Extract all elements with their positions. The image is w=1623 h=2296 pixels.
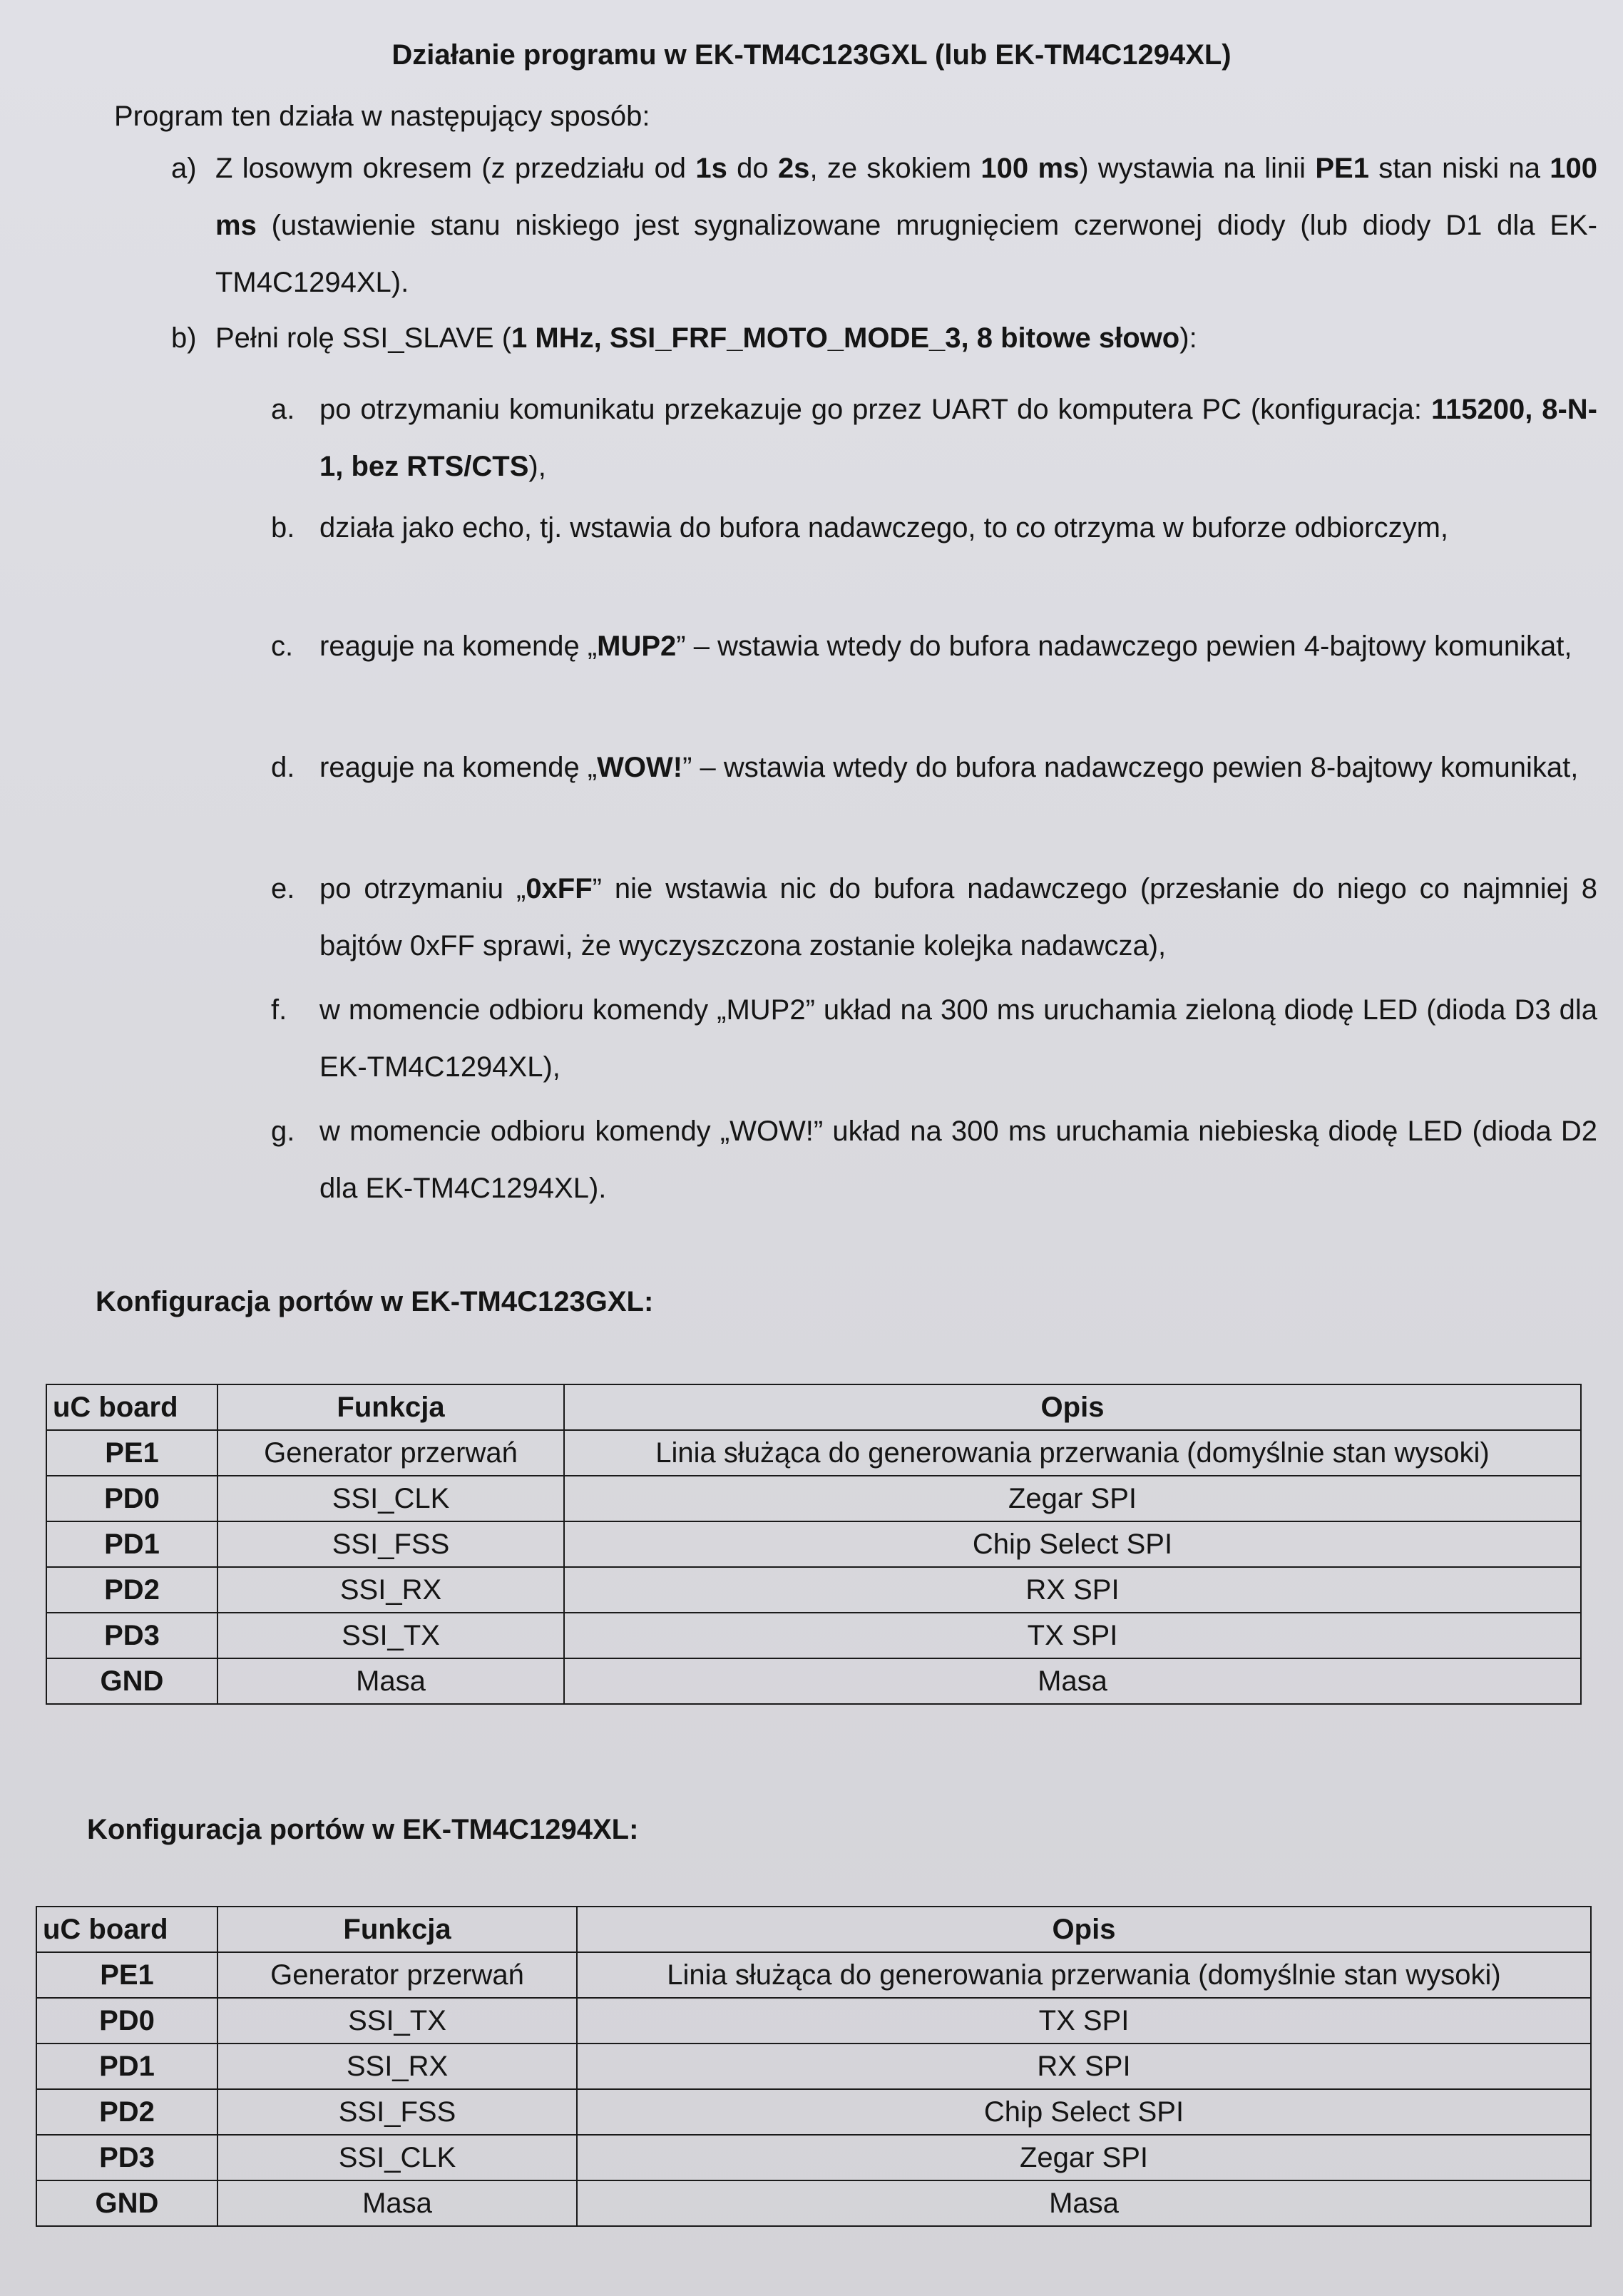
list-marker: a.: [271, 394, 295, 425]
pin-cell: PE1: [46, 1430, 217, 1476]
table-row: [46, 1658, 1581, 1704]
table-row: [36, 2044, 1591, 2089]
description-cell: Zegar SPI: [564, 1476, 1581, 1521]
table-row: [46, 1430, 1581, 1476]
column-header-description: Opis: [577, 1907, 1591, 1952]
sub-item-text: reaguje na komendę „MUP2” – wstawia wtedy do bufora nadawczego pewien 4-bajtowy komunikat,: [319, 631, 1572, 662]
sub-item-text: reaguje na komendę „WOW!” – wstawia wtedy do bufora nadawczego pewien 8-bajtowy komunikat,: [319, 752, 1579, 783]
table-row: [36, 1998, 1591, 2044]
list-marker: c.: [271, 631, 294, 662]
section-title-tm4c123: Konfiguracja portów w EK-TM4C123GXL:: [96, 1286, 654, 1317]
table-row: [46, 1613, 1581, 1658]
description-cell: Chip Select SPI: [577, 2089, 1591, 2135]
sub-item-b: [271, 499, 1597, 556]
list-item-a: [171, 140, 1597, 311]
table-header-row: [46, 1384, 1581, 1430]
function-cell: SSI_RX: [217, 2044, 577, 2089]
function-cell: SSI_FSS: [217, 1521, 564, 1567]
sub-item-a: [271, 381, 1597, 495]
port-table-tm4c1294: [36, 1906, 1592, 2227]
description-cell: RX SPI: [577, 2044, 1591, 2089]
pin-cell: PD2: [46, 1567, 217, 1613]
table-row: [36, 2180, 1591, 2226]
sub-item-d: [271, 739, 1597, 796]
table-row: [36, 1952, 1591, 1998]
pin-cell: PE1: [36, 1952, 217, 1998]
column-header-board: uC board: [46, 1384, 217, 1430]
description-cell: Chip Select SPI: [564, 1521, 1581, 1567]
sub-item-text: działa jako echo, tj. wstawia do bufora nadawczego, to co otrzyma w buforze odbiorczym,: [319, 512, 1449, 544]
column-header-function: Funkcja: [217, 1384, 564, 1430]
document-title: Działanie programu w EK-TM4C123GXL (lub EK-TM4C1294XL): [391, 39, 1232, 71]
description-cell: Linia służąca do generowania przerwania (domyślnie stan wysoki): [564, 1430, 1581, 1476]
function-cell: Masa: [217, 1658, 564, 1704]
sub-item-text: w momencie odbioru komendy „WOW!” układ na 300 ms uruchamia niebieską diodę LED (dioda D2 dla EK-TM4C1294XL).: [319, 1116, 1597, 1204]
pin-cell: PD1: [36, 2044, 217, 2089]
list-marker: b): [171, 322, 197, 354]
pin-cell: PD0: [36, 1998, 217, 2044]
list-item-text: Z losowym okresem (z przedziału od 1s do 2s, ze skokiem 100 ms) wystawia na linii PE1 stan niski na 100 ms (ustawienie stanu niskiego jest sygnalizowane mrugnięciem czerwonej diody (lub diody D1 dla EK-TM4C1294XL).: [215, 153, 1598, 298]
list-item-b: [171, 310, 1597, 367]
description-cell: Linia służąca do generowania przerwania (domyślnie stan wysoki): [577, 1952, 1591, 1998]
list-marker: d.: [271, 752, 295, 783]
table-row: [36, 2089, 1591, 2135]
function-cell: Masa: [217, 2180, 577, 2226]
port-table-tm4c123: [46, 1384, 1582, 1705]
description-cell: TX SPI: [577, 1998, 1591, 2044]
description-cell: Masa: [564, 1658, 1581, 1704]
list-marker: g.: [271, 1116, 295, 1147]
sub-item-text: w momencie odbioru komendy „MUP2” układ na 300 ms uruchamia zieloną diodę LED (dioda D3 dla EK-TM4C1294XL),: [319, 994, 1597, 1083]
function-cell: SSI_CLK: [217, 1476, 564, 1521]
table-header-row: [36, 1907, 1591, 1952]
pin-cell: PD0: [46, 1476, 217, 1521]
table-row: [36, 2135, 1591, 2180]
sub-item-text: po otrzymaniu „0xFF” nie wstawia nic do bufora nadawczego (przesłanie do niego co najmniej 8 bajtów 0xFF sprawi, że wyczyszczona zostanie kolejka nadawcza),: [319, 873, 1597, 961]
section-title-tm4c1294: Konfiguracja portów w EK-TM4C1294XL:: [87, 1814, 639, 1845]
description-cell: TX SPI: [564, 1613, 1581, 1658]
function-cell: SSI_TX: [217, 1613, 564, 1658]
function-cell: Generator przerwań: [217, 1430, 564, 1476]
list-marker: b.: [271, 512, 295, 544]
description-cell: RX SPI: [564, 1567, 1581, 1613]
list-marker: f.: [271, 994, 287, 1026]
function-cell: SSI_RX: [217, 1567, 564, 1613]
table-row: [46, 1476, 1581, 1521]
pin-cell: PD2: [36, 2089, 217, 2135]
sub-item-text: po otrzymaniu komunikatu przekazuje go przez UART do komputera PC (konfiguracja: 115200, 8-N-1, bez RTS/CTS),: [319, 394, 1597, 482]
function-cell: SSI_CLK: [217, 2135, 577, 2180]
pin-cell: PD3: [36, 2135, 217, 2180]
sub-item-e: [271, 860, 1597, 974]
intro-text: Program ten działa w następujący sposób:: [114, 101, 650, 132]
table-row: [46, 1567, 1581, 1613]
pin-cell: GND: [36, 2180, 217, 2226]
list-marker: a): [171, 153, 197, 184]
description-cell: Masa: [577, 2180, 1591, 2226]
list-item-text: Pełni rolę SSI_SLAVE (1 MHz, SSI_FRF_MOTO_MODE_3, 8 bitowe słowo):: [215, 322, 1197, 354]
description-cell: Zegar SPI: [577, 2135, 1591, 2180]
function-cell: SSI_FSS: [217, 2089, 577, 2135]
list-marker: e.: [271, 873, 295, 904]
column-header-description: Opis: [564, 1384, 1581, 1430]
function-cell: Generator przerwań: [217, 1952, 577, 1998]
pin-cell: GND: [46, 1658, 217, 1704]
sub-item-c: [271, 618, 1597, 675]
function-cell: SSI_TX: [217, 1998, 577, 2044]
sub-item-f: [271, 981, 1597, 1096]
sub-item-g: [271, 1103, 1597, 1217]
column-header-function: Funkcja: [217, 1907, 577, 1952]
table-row: [46, 1521, 1581, 1567]
pin-cell: PD1: [46, 1521, 217, 1567]
column-header-board: uC board: [36, 1907, 217, 1952]
pin-cell: PD3: [46, 1613, 217, 1658]
